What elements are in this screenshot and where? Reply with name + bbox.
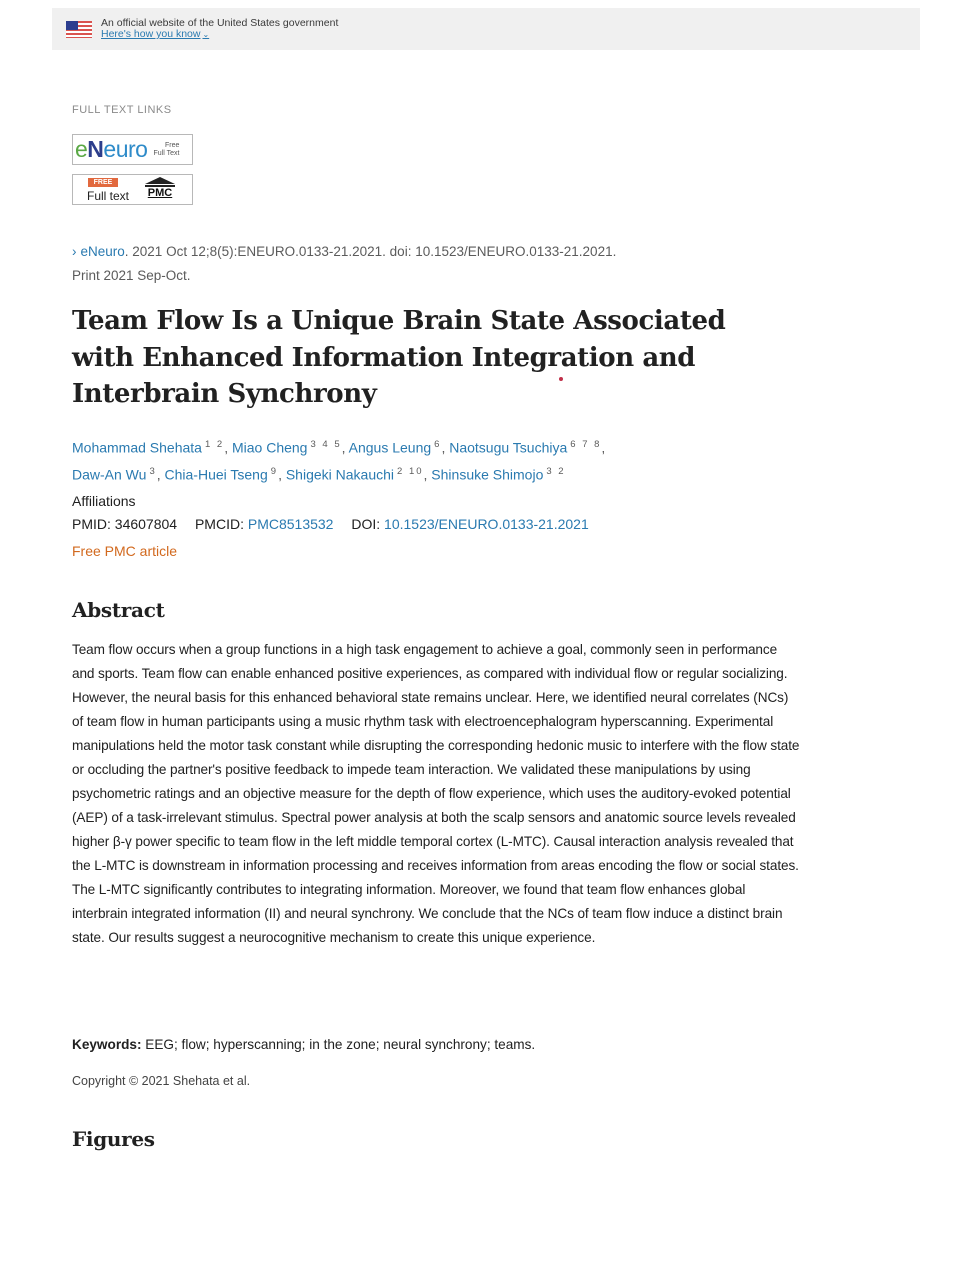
- pmc-full-text-link[interactable]: [72, 174, 193, 205]
- abstract-text: Team flow occurs when a group functions in a high task engagement to achieve a goal, commonly seen in performance and sports. Team flow can enable enhanced positive experiences, as compared with individual flow or regular socializing. However, the neural basis for this enhanced behavioral state remains unclear. Here, we identified neural correlates (NCs) of team flow in human participants using a music rhythm task with electroencephalogram hyperscanning. Experimental manipulations held the motor task constant while disrupting the corresponding hedonic music to interfere with the flow state or occluding the partner's positive feedback to impede team interaction. We validated these manipulations by using psychometric ratings and an objective measure for the depth of flow experience, which uses the auditory-evoked potential (AEP) of a task-irrelevant stimulus. Spectral power analysis at both the scalp sensors and anatomic source levels revealed higher β-γ power specific to team flow in the left middle temporal cortex (L-MTC). Causal interaction analysis revealed that the L-MTC is downstream in information processing and receives information from areas encoding the flow or social states. The L-MTC significantly contributes to integrating information. Moreover, we found that team flow enhances global interbrain integrated information (II) and neural synchrony. We conclude that the NCs of team flow induce a distinct brain state. Our results suggest a neurocognitive mechanism to create this unique experience.: [72, 642, 800, 945]
- keywords-label: Keywords:: [72, 1037, 142, 1052]
- pmcid-link[interactable]: PMC8513532: [247, 516, 334, 532]
- cursor-dot: [559, 377, 563, 381]
- author-link[interactable]: Chia-Huei Tseng: [164, 466, 268, 483]
- author-link[interactable]: Daw-An Wu: [72, 466, 147, 483]
- author-affil-sup[interactable]: 6: [434, 439, 442, 450]
- author-link[interactable]: Angus Leung: [348, 439, 432, 456]
- how-you-know-link[interactable]: [101, 29, 338, 40]
- author-affil-sup[interactable]: 9: [270, 465, 279, 477]
- keywords: [72, 1037, 535, 1052]
- author-link[interactable]: Naotsugu Tsuchiya: [449, 439, 568, 456]
- doi-link[interactable]: 10.1523/ENEURO.0133-21.2021: [384, 516, 589, 532]
- eneuro-full-text-link[interactable]: [72, 134, 193, 165]
- us-flag-icon: [66, 21, 92, 38]
- article-identifiers: PMID: 34607804 PMCID: PMC8513532 DOI: 10.1523/ENEURO.0133-21.2021: [72, 516, 589, 532]
- author-affil-sup[interactable]: 6 7 8: [570, 439, 602, 450]
- author-link[interactable]: Shinsuke Shimojo: [431, 466, 544, 483]
- author-affil-sup[interactable]: 2 10: [397, 465, 424, 477]
- author-affil-sup[interactable]: 3 2: [546, 465, 566, 477]
- affiliations-toggle[interactable]: Affiliations: [72, 493, 136, 509]
- gov-official-text: An official website of the United States government: [101, 17, 339, 29]
- citation-print: Print 2021 Sep-Oct.: [72, 268, 191, 283]
- abstract-heading: Abstract: [72, 598, 165, 622]
- how-you-know-label: Here's how you know: [101, 28, 201, 40]
- pmc-full-text-label: Full text: [87, 189, 130, 203]
- full-text-links-label: FULL TEXT LINKS: [72, 104, 172, 116]
- authors-list: Mohammad Shehata $^{1 2}$, Miao Cheng $^{3 4 5}$, Angus Leung $^6$, Naotsugu Tsuchiya $^{6 7 8}$, Daw-An Wu $^3$, Chia-Huei Tseng $^9$, Shigeki Nakauchi $^{2 10}$, Shinsuke Shimojo $^{3 2}$: [72, 439, 606, 483]
- journal-link[interactable]: eNeuro: [80, 244, 125, 259]
- author-link[interactable]: Mohammad Shehata: [72, 439, 202, 456]
- eneuro-logo: eNeuro: [75, 136, 148, 162]
- author-link[interactable]: Miao Cheng: [231, 439, 308, 456]
- free-pmc-article-badge: Free PMC article: [72, 543, 178, 559]
- pmc-logo-icon: PMC: [145, 177, 175, 203]
- citation-details: . 2021 Oct 12;8(5):ENEURO.0133-21.2021. doi: 10.1523/ENEURO.0133-21.2021.: [124, 244, 617, 259]
- eneuro-free-badge: Free Full Text: [153, 141, 180, 157]
- pmid-value: 34607804: [114, 516, 178, 532]
- gov-banner: [52, 8, 920, 50]
- free-tag: FREE: [88, 178, 118, 187]
- citation: [72, 240, 772, 288]
- author-affil-sup[interactable]: 1 2: [204, 439, 225, 450]
- author-affil-sup[interactable]: 3 4 5: [310, 439, 342, 450]
- figures-heading: Figures: [72, 1127, 155, 1151]
- keywords-list: EEG; flow; hyperscanning; in the zone; neural synchrony; teams.: [141, 1037, 536, 1052]
- chevron-right-icon[interactable]: ›: [72, 244, 77, 259]
- author-link[interactable]: Shigeki Nakauchi: [285, 466, 395, 483]
- author-affil-sup[interactable]: 3: [149, 465, 157, 477]
- article-title: Team Flow Is a Unique Brain State Associated with Enhanced Information Integration and Interbrain Synchrony: [72, 306, 726, 409]
- chevron-down-icon: ⌄: [202, 30, 210, 39]
- copyright: Copyright © 2021 Shehata et al.: [72, 1074, 251, 1088]
